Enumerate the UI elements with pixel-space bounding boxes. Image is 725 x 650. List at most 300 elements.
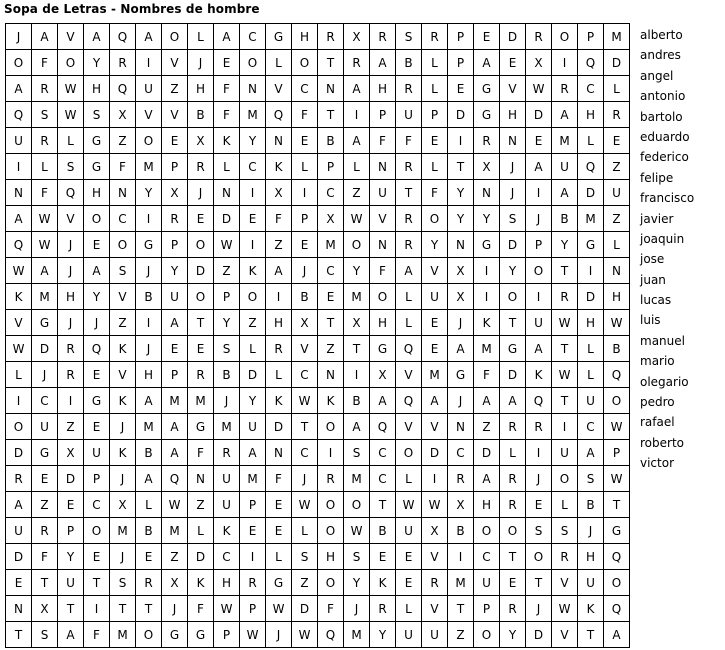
letter-cell[interactable]: S	[58, 154, 84, 180]
letter-cell[interactable]: A	[266, 258, 292, 284]
letter-cell[interactable]: D	[188, 544, 214, 570]
letter-cell[interactable]: N	[500, 128, 526, 154]
letter-cell[interactable]: M	[578, 206, 604, 232]
letter-cell[interactable]: X	[318, 206, 344, 232]
letter-cell[interactable]: E	[318, 284, 344, 310]
word-list-item[interactable]: rafael	[640, 415, 675, 430]
letter-cell[interactable]: X	[292, 310, 318, 336]
word-list-item[interactable]: olegario	[640, 374, 689, 389]
letter-cell[interactable]: A	[370, 388, 396, 414]
letter-cell[interactable]: T	[552, 388, 578, 414]
letter-cell[interactable]: P	[162, 232, 188, 258]
letter-cell[interactable]: X	[344, 24, 370, 50]
letter-cell[interactable]: S	[344, 544, 370, 570]
letter-cell[interactable]: D	[6, 440, 32, 466]
letter-cell[interactable]: G	[32, 310, 58, 336]
letter-cell[interactable]: M	[110, 518, 136, 544]
letter-cell[interactable]: J	[84, 310, 110, 336]
letter-cell[interactable]: D	[578, 284, 604, 310]
letter-cell[interactable]: K	[370, 570, 396, 596]
letter-cell[interactable]: G	[500, 336, 526, 362]
letter-cell[interactable]: T	[552, 258, 578, 284]
letter-cell[interactable]: Q	[396, 388, 422, 414]
letter-cell[interactable]: Z	[266, 232, 292, 258]
letter-cell[interactable]: X	[422, 518, 448, 544]
letter-cell[interactable]: N	[266, 440, 292, 466]
letter-cell[interactable]: I	[58, 388, 84, 414]
letter-cell[interactable]: A	[214, 24, 240, 50]
letter-cell[interactable]: Y	[370, 622, 396, 648]
letter-cell[interactable]: D	[240, 362, 266, 388]
letter-cell[interactable]: E	[500, 570, 526, 596]
letter-cell[interactable]: O	[136, 622, 162, 648]
letter-cell[interactable]: L	[604, 232, 630, 258]
letter-cell[interactable]: B	[396, 50, 422, 76]
letter-cell[interactable]: K	[578, 596, 604, 622]
letter-cell[interactable]: X	[526, 50, 552, 76]
letter-cell[interactable]: O	[240, 50, 266, 76]
letter-cell[interactable]: O	[370, 284, 396, 310]
letter-cell[interactable]: H	[578, 102, 604, 128]
letter-cell[interactable]: V	[58, 206, 84, 232]
letter-cell[interactable]: R	[552, 76, 578, 102]
letter-cell[interactable]: A	[84, 24, 110, 50]
letter-cell[interactable]: V	[110, 284, 136, 310]
letter-cell[interactable]: I	[266, 284, 292, 310]
letter-cell[interactable]: G	[136, 232, 162, 258]
letter-cell[interactable]: U	[552, 440, 578, 466]
letter-cell[interactable]: B	[188, 102, 214, 128]
letter-cell[interactable]: B	[370, 518, 396, 544]
letter-cell[interactable]: P	[448, 50, 474, 76]
letter-cell[interactable]: Q	[578, 50, 604, 76]
letter-cell[interactable]: D	[448, 102, 474, 128]
letter-cell[interactable]: W	[552, 362, 578, 388]
letter-cell[interactable]: C	[240, 24, 266, 50]
letter-cell[interactable]: E	[370, 544, 396, 570]
letter-cell[interactable]: Y	[552, 232, 578, 258]
letter-cell[interactable]: O	[188, 232, 214, 258]
letter-cell[interactable]: N	[370, 232, 396, 258]
letter-cell[interactable]: G	[84, 154, 110, 180]
letter-cell[interactable]: W	[292, 492, 318, 518]
letter-cell[interactable]: S	[84, 102, 110, 128]
letter-cell[interactable]: Q	[526, 388, 552, 414]
letter-cell[interactable]: U	[578, 388, 604, 414]
letter-cell[interactable]: J	[526, 466, 552, 492]
letter-cell[interactable]: F	[32, 50, 58, 76]
letter-cell[interactable]: E	[292, 128, 318, 154]
letter-cell[interactable]: A	[6, 206, 32, 232]
letter-cell[interactable]: X	[344, 310, 370, 336]
letter-cell[interactable]: I	[136, 206, 162, 232]
letter-cell[interactable]: T	[32, 570, 58, 596]
letter-cell[interactable]: O	[500, 284, 526, 310]
letter-cell[interactable]: P	[604, 440, 630, 466]
letter-cell[interactable]: S	[552, 518, 578, 544]
letter-cell[interactable]: K	[266, 154, 292, 180]
letter-cell[interactable]: R	[370, 596, 396, 622]
letter-cell[interactable]: C	[214, 544, 240, 570]
letter-cell[interactable]: R	[318, 466, 344, 492]
letter-cell[interactable]: Y	[474, 206, 500, 232]
word-list-item[interactable]: joaquin	[640, 231, 685, 246]
letter-cell[interactable]: S	[396, 24, 422, 50]
letter-cell[interactable]: E	[240, 206, 266, 232]
letter-cell[interactable]: T	[500, 544, 526, 570]
letter-cell[interactable]: D	[578, 180, 604, 206]
letter-cell[interactable]: A	[552, 102, 578, 128]
letter-cell[interactable]: Y	[344, 570, 370, 596]
letter-cell[interactable]: I	[240, 544, 266, 570]
letter-cell[interactable]: K	[240, 258, 266, 284]
letter-cell[interactable]: Z	[188, 492, 214, 518]
letter-cell[interactable]: T	[578, 622, 604, 648]
letter-cell[interactable]: I	[240, 232, 266, 258]
letter-cell[interactable]: V	[552, 622, 578, 648]
letter-cell[interactable]: B	[136, 518, 162, 544]
letter-cell[interactable]: N	[318, 76, 344, 102]
letter-cell[interactable]: Q	[162, 466, 188, 492]
letter-cell[interactable]: N	[188, 466, 214, 492]
letter-cell[interactable]: J	[58, 232, 84, 258]
letter-cell[interactable]: V	[6, 310, 32, 336]
letter-cell[interactable]: A	[162, 310, 188, 336]
letter-cell[interactable]: P	[162, 362, 188, 388]
letter-cell[interactable]: Z	[604, 154, 630, 180]
letter-cell[interactable]: L	[136, 492, 162, 518]
letter-cell[interactable]: K	[474, 310, 500, 336]
letter-cell[interactable]: Z	[110, 128, 136, 154]
letter-cell[interactable]: D	[214, 206, 240, 232]
letter-cell[interactable]: X	[448, 258, 474, 284]
letter-cell[interactable]: V	[266, 76, 292, 102]
letter-cell[interactable]: P	[58, 518, 84, 544]
letter-cell[interactable]: P	[318, 154, 344, 180]
letter-cell[interactable]: G	[32, 440, 58, 466]
word-list-item[interactable]: andres	[640, 48, 681, 63]
letter-cell[interactable]: R	[240, 570, 266, 596]
letter-cell[interactable]: E	[396, 544, 422, 570]
letter-cell[interactable]: R	[32, 76, 58, 102]
letter-cell[interactable]: X	[448, 284, 474, 310]
letter-cell[interactable]: C	[292, 440, 318, 466]
letter-cell[interactable]: X	[448, 492, 474, 518]
word-list-item[interactable]: felipe	[640, 170, 674, 185]
letter-cell[interactable]: O	[604, 388, 630, 414]
letter-cell[interactable]: W	[6, 336, 32, 362]
letter-cell[interactable]: O	[318, 414, 344, 440]
letter-cell[interactable]: I	[292, 180, 318, 206]
letter-cell[interactable]: R	[32, 518, 58, 544]
letter-cell[interactable]: B	[448, 518, 474, 544]
letter-cell[interactable]: H	[500, 102, 526, 128]
letter-cell[interactable]: I	[84, 596, 110, 622]
letter-cell[interactable]: T	[318, 310, 344, 336]
letter-cell[interactable]: U	[214, 492, 240, 518]
letter-cell[interactable]: L	[422, 76, 448, 102]
letter-cell[interactable]: Y	[58, 544, 84, 570]
letter-cell[interactable]: I	[474, 258, 500, 284]
letter-cell[interactable]: B	[604, 336, 630, 362]
letter-cell[interactable]: O	[396, 440, 422, 466]
letter-cell[interactable]: R	[396, 154, 422, 180]
letter-cell[interactable]: L	[58, 128, 84, 154]
letter-cell[interactable]: B	[318, 128, 344, 154]
letter-cell[interactable]: N	[110, 180, 136, 206]
letter-cell[interactable]: M	[110, 622, 136, 648]
letter-cell[interactable]: H	[318, 544, 344, 570]
letter-cell[interactable]: T	[110, 596, 136, 622]
letter-cell[interactable]: Y	[448, 180, 474, 206]
letter-cell[interactable]: I	[318, 440, 344, 466]
letter-cell[interactable]: D	[500, 362, 526, 388]
letter-cell[interactable]: E	[422, 128, 448, 154]
letter-cell[interactable]: R	[500, 492, 526, 518]
letter-cell[interactable]: D	[500, 24, 526, 50]
letter-cell[interactable]: G	[474, 76, 500, 102]
letter-cell[interactable]: O	[552, 24, 578, 50]
letter-cell[interactable]: L	[266, 544, 292, 570]
letter-cell[interactable]: H	[370, 76, 396, 102]
letter-cell[interactable]: L	[188, 518, 214, 544]
letter-cell[interactable]: X	[162, 570, 188, 596]
letter-cell[interactable]: V	[422, 544, 448, 570]
letter-cell[interactable]: D	[422, 440, 448, 466]
letter-cell[interactable]: W	[266, 596, 292, 622]
letter-cell[interactable]: Z	[240, 310, 266, 336]
letter-cell[interactable]: E	[84, 414, 110, 440]
letter-cell[interactable]: E	[526, 492, 552, 518]
letter-cell[interactable]: E	[136, 544, 162, 570]
letter-cell[interactable]: C	[292, 362, 318, 388]
letter-cell[interactable]: R	[318, 24, 344, 50]
letter-cell[interactable]: A	[526, 154, 552, 180]
letter-cell[interactable]: U	[240, 414, 266, 440]
letter-cell[interactable]: A	[6, 492, 32, 518]
letter-cell[interactable]: K	[214, 128, 240, 154]
letter-cell[interactable]: R	[500, 596, 526, 622]
letter-cell[interactable]: J	[136, 258, 162, 284]
letter-cell[interactable]: O	[318, 492, 344, 518]
letter-cell[interactable]: O	[58, 50, 84, 76]
letter-cell[interactable]: W	[214, 596, 240, 622]
letter-cell[interactable]: Q	[604, 544, 630, 570]
letter-cell[interactable]: A	[474, 466, 500, 492]
word-list-item[interactable]: victor	[640, 456, 675, 471]
letter-cell[interactable]: N	[318, 362, 344, 388]
letter-cell[interactable]: O	[318, 570, 344, 596]
letter-cell[interactable]: H	[578, 310, 604, 336]
letter-cell[interactable]: N	[240, 76, 266, 102]
letter-cell[interactable]: U	[370, 180, 396, 206]
word-list-item[interactable]: angel	[640, 68, 674, 83]
letter-cell[interactable]: M	[32, 284, 58, 310]
letter-cell[interactable]: R	[526, 24, 552, 50]
letter-cell[interactable]: P	[240, 596, 266, 622]
letter-cell[interactable]: D	[188, 258, 214, 284]
letter-cell[interactable]: M	[318, 232, 344, 258]
letter-cell[interactable]: S	[578, 466, 604, 492]
letter-cell[interactable]: O	[344, 232, 370, 258]
letter-cell[interactable]: M	[344, 466, 370, 492]
letter-cell[interactable]: A	[136, 388, 162, 414]
letter-cell[interactable]: R	[500, 414, 526, 440]
letter-cell[interactable]: R	[58, 336, 84, 362]
letter-cell[interactable]: Z	[110, 310, 136, 336]
letter-cell[interactable]: N	[6, 180, 32, 206]
letter-cell[interactable]: J	[344, 596, 370, 622]
letter-cell[interactable]: P	[214, 284, 240, 310]
word-list-item[interactable]: federico	[640, 150, 689, 165]
letter-cell[interactable]: V	[396, 362, 422, 388]
letter-cell[interactable]: S	[32, 102, 58, 128]
letter-cell[interactable]: L	[578, 128, 604, 154]
letter-cell[interactable]: W	[422, 492, 448, 518]
letter-cell[interactable]: Z	[448, 622, 474, 648]
letter-cell[interactable]: D	[604, 50, 630, 76]
letter-cell[interactable]: Q	[266, 102, 292, 128]
letter-cell[interactable]: G	[188, 414, 214, 440]
letter-cell[interactable]: Q	[396, 336, 422, 362]
letter-cell[interactable]: M	[474, 336, 500, 362]
letter-cell[interactable]: W	[344, 206, 370, 232]
letter-cell[interactable]: A	[58, 622, 84, 648]
letter-cell[interactable]: F	[214, 102, 240, 128]
letter-cell[interactable]: J	[110, 544, 136, 570]
letter-cell[interactable]: B	[214, 362, 240, 388]
letter-cell[interactable]: Y	[162, 258, 188, 284]
letter-cell[interactable]: J	[500, 154, 526, 180]
letter-cell[interactable]: R	[58, 362, 84, 388]
letter-cell[interactable]: G	[188, 622, 214, 648]
letter-cell[interactable]: F	[84, 622, 110, 648]
letter-cell[interactable]: V	[292, 336, 318, 362]
letter-cell[interactable]: X	[110, 492, 136, 518]
letter-cell[interactable]: D	[526, 622, 552, 648]
letter-cell[interactable]: K	[266, 388, 292, 414]
letter-cell[interactable]: C	[578, 76, 604, 102]
letter-cell[interactable]: A	[32, 258, 58, 284]
letter-cell[interactable]: P	[448, 24, 474, 50]
letter-cell[interactable]: R	[136, 570, 162, 596]
letter-cell[interactable]: J	[526, 596, 552, 622]
letter-cell[interactable]: O	[526, 258, 552, 284]
letter-cell[interactable]: H	[84, 180, 110, 206]
letter-cell[interactable]: G	[448, 362, 474, 388]
letter-cell[interactable]: R	[422, 570, 448, 596]
letter-cell[interactable]: D	[58, 466, 84, 492]
word-list-item[interactable]: luis	[640, 313, 661, 328]
letter-cell[interactable]: O	[422, 206, 448, 232]
letter-cell[interactable]: D	[6, 544, 32, 570]
letter-cell[interactable]: C	[448, 440, 474, 466]
letter-cell[interactable]: I	[474, 284, 500, 310]
letter-cell[interactable]: C	[292, 76, 318, 102]
letter-cell[interactable]: E	[266, 492, 292, 518]
letter-cell[interactable]: T	[318, 50, 344, 76]
letter-cell[interactable]: Y	[422, 232, 448, 258]
letter-cell[interactable]: I	[552, 414, 578, 440]
letter-cell[interactable]: O	[292, 50, 318, 76]
letter-cell[interactable]: H	[136, 362, 162, 388]
letter-cell[interactable]: F	[370, 128, 396, 154]
letter-cell[interactable]: N	[214, 180, 240, 206]
letter-cell[interactable]: K	[110, 336, 136, 362]
letter-cell[interactable]: K	[188, 570, 214, 596]
letter-cell[interactable]: V	[162, 50, 188, 76]
letter-cell[interactable]: N	[474, 180, 500, 206]
letter-cell[interactable]: N	[6, 596, 32, 622]
letter-cell[interactable]: T	[136, 596, 162, 622]
letter-cell[interactable]: D	[266, 414, 292, 440]
word-list-item[interactable]: bartolo	[640, 109, 683, 124]
letter-cell[interactable]: A	[32, 24, 58, 50]
letter-cell[interactable]: F	[188, 596, 214, 622]
letter-cell[interactable]: A	[6, 76, 32, 102]
letter-cell[interactable]: W	[58, 76, 84, 102]
letter-cell[interactable]: C	[318, 258, 344, 284]
letter-cell[interactable]: T	[448, 596, 474, 622]
letter-cell[interactable]: Y	[84, 50, 110, 76]
letter-cell[interactable]: Y	[448, 206, 474, 232]
letter-cell[interactable]: U	[58, 570, 84, 596]
letter-cell[interactable]: F	[266, 206, 292, 232]
letter-cell[interactable]: O	[6, 50, 32, 76]
letter-cell[interactable]: A	[474, 50, 500, 76]
letter-cell[interactable]: U	[474, 570, 500, 596]
letter-cell[interactable]: Q	[58, 180, 84, 206]
letter-cell[interactable]: T	[500, 310, 526, 336]
letter-cell[interactable]: O	[604, 570, 630, 596]
letter-cell[interactable]: W	[6, 258, 32, 284]
letter-cell[interactable]: J	[6, 24, 32, 50]
letter-cell[interactable]: T	[448, 154, 474, 180]
letter-cell[interactable]: W	[604, 310, 630, 336]
letter-cell[interactable]: N	[448, 232, 474, 258]
letter-cell[interactable]: A	[526, 336, 552, 362]
letter-cell[interactable]: Z	[214, 258, 240, 284]
letter-cell[interactable]: O	[344, 492, 370, 518]
letter-cell[interactable]: E	[188, 206, 214, 232]
letter-cell[interactable]: R	[162, 206, 188, 232]
letter-cell[interactable]: D	[292, 596, 318, 622]
letter-cell[interactable]: T	[58, 596, 84, 622]
letter-cell[interactable]: E	[58, 492, 84, 518]
letter-cell[interactable]: K	[526, 362, 552, 388]
letter-cell[interactable]: U	[396, 102, 422, 128]
letter-cell[interactable]: E	[162, 336, 188, 362]
letter-cell[interactable]: I	[240, 180, 266, 206]
letter-cell[interactable]: O	[500, 518, 526, 544]
letter-cell[interactable]: M	[448, 570, 474, 596]
letter-cell[interactable]: I	[578, 258, 604, 284]
word-list-item[interactable]: antonio	[640, 89, 686, 104]
letter-cell[interactable]: G	[474, 232, 500, 258]
letter-cell[interactable]: S	[214, 336, 240, 362]
letter-cell[interactable]: W	[58, 102, 84, 128]
letter-cell[interactable]: R	[422, 24, 448, 50]
letter-cell[interactable]: E	[84, 544, 110, 570]
letter-cell[interactable]: L	[552, 492, 578, 518]
letter-cell[interactable]: X	[370, 362, 396, 388]
letter-cell[interactable]: R	[526, 414, 552, 440]
letter-cell[interactable]: O	[188, 284, 214, 310]
letter-cell[interactable]: E	[84, 232, 110, 258]
letter-cell[interactable]: I	[448, 128, 474, 154]
letter-cell[interactable]: A	[448, 336, 474, 362]
letter-cell[interactable]: K	[110, 440, 136, 466]
